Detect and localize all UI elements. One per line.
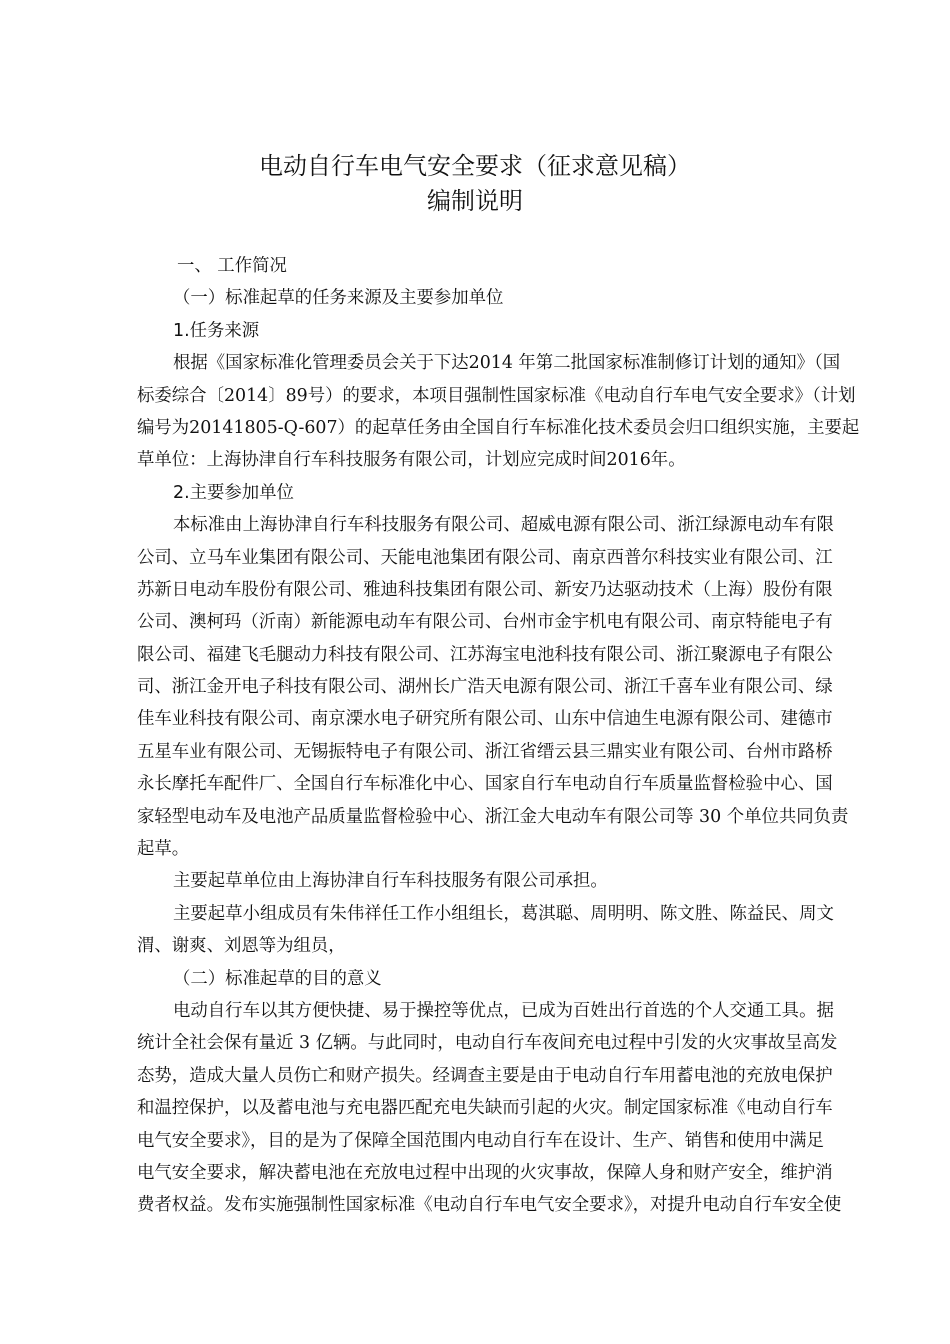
paragraph-line: 电气安全要求》，目的是为了保障全国范围内电动自行车在设计、生产、销售和使用中满足 — [137, 1130, 824, 1151]
document-body — [137, 250, 860, 1222]
paragraph-line: 主要起草小组成员有朱伟祥任工作小组组长，葛淇聪、周明明、陈文胜、陈益民、周文 — [173, 903, 834, 924]
paragraph — [137, 898, 834, 963]
paragraph-line: 公司、澳柯玛（沂南）新能源电动车有限公司、台州市金宇机电有限公司、南京特能电子有 — [137, 612, 833, 633]
subsection-heading: （一）标准起草的任务来源及主要参加单位 — [173, 288, 504, 309]
paragraph-line: 编号为20141805-Q-607）的起草任务由全国自行车标准化技术委员会归口组织实施，主要起 — [137, 417, 860, 438]
paragraph-line: 家轻型电动车及电池产品质量监督检验中心、浙江金大电动车有限公司等 30 个单位共同负责 — [137, 806, 849, 827]
subsection-heading: （二）标准起草的目的意义 — [173, 968, 382, 989]
document-title: 电动自行车电气安全要求（征求意见稿） — [259, 152, 691, 180]
paragraph-line: 根据《国家标准化管理委员会关于下达2014 年第二批国家标准制修订计划的通知》（国 — [173, 353, 841, 374]
paragraph-line: 和温控保护，以及蓄电池与充电器匹配充电失缺而引起的火灾。制定国家标准《电动自行车 — [137, 1098, 833, 1119]
paragraph-line: 主要起草单位由上海协津自行车科技服务有限公司承担。 — [173, 871, 608, 892]
paragraph-line: 佳车业科技有限公司、南京溧水电子研究所有限公司、山东中信迪生电源有限公司、建德市 — [137, 709, 833, 730]
paragraph-line: 费者权益。发布实施强制性国家标准《电动自行车电气安全要求》，对提升电动自行车安全使 — [137, 1195, 842, 1216]
section-heading: 一、 工作简况 — [177, 256, 287, 276]
paragraph-line: 态势，造成大量人员伤亡和财产损失。经调查主要是由于电动自行车用蓄电池的充放电保护 — [137, 1065, 833, 1086]
paragraph — [137, 865, 815, 897]
paragraph-line: 电动自行车以其方便快捷、易于操控等优点，已成为百姓出行首选的个人交通工具。据 — [173, 1000, 834, 1021]
paragraph-line: 公司、立马车业集团有限公司、天能电池集团有限公司、南京西普尔科技实业有限公司、江 — [137, 547, 833, 568]
item-heading: 2.主要参加单位 — [173, 482, 294, 503]
paragraph-line: 司、浙江金开电子科技有限公司、湖州长广浩天电源有限公司、浙江千喜车业有限公司、绿 — [137, 677, 833, 698]
paragraph-line: 电气安全要求，解决蓄电池在充放电过程中出现的火灾事故，保障人身和财产安全，维护消 — [137, 1162, 833, 1183]
paragraph — [137, 509, 849, 865]
paragraph-line: 标委综合〔2014〕89号）的要求，本项目强制性国家标准《电动自行车电气安全要求》（计划 — [137, 385, 856, 406]
item-heading: 1.任务来源 — [173, 320, 260, 341]
paragraph-line: 本标准由上海协津自行车科技服务有限公司、超威电源有限公司、浙江绿源电动车有限 — [173, 515, 834, 536]
paragraph-line: 渭、谢爽、刘恩等为组员， — [137, 936, 346, 957]
paragraph-line: 五星车业有限公司、无锡振特电子有限公司、浙江省缙云县三鼎实业有限公司、台州市路桥 — [137, 741, 833, 762]
paragraph-line: 苏新日电动车股份有限公司、雅迪科技集团有限公司、新安乃达驱动技术（上海）股份有限 — [137, 579, 833, 600]
paragraph-line: 永长摩托车配件厂、全国自行车标准化中心、国家自行车电动自行车质量监督检验中心、国 — [137, 774, 833, 795]
paragraph-line: 起草。 — [137, 839, 190, 860]
paragraph-line: 统计全社会保有量近 3 亿辆。与此同时，电动自行车夜间充电过程中引发的火灾事故呈高发 — [137, 1033, 838, 1054]
paragraph — [137, 347, 860, 477]
document-subtitle: 编制说明 — [427, 187, 523, 215]
paragraph-line: 草单位：上海协津自行车科技服务有限公司，计划应完成时间2016年。 — [137, 450, 686, 471]
paragraph-line: 限公司、福建飞毛腿动力科技有限公司、江苏海宝电池科技有限公司、浙江聚源电子有限公 — [137, 644, 833, 665]
paragraph — [137, 995, 842, 1222]
